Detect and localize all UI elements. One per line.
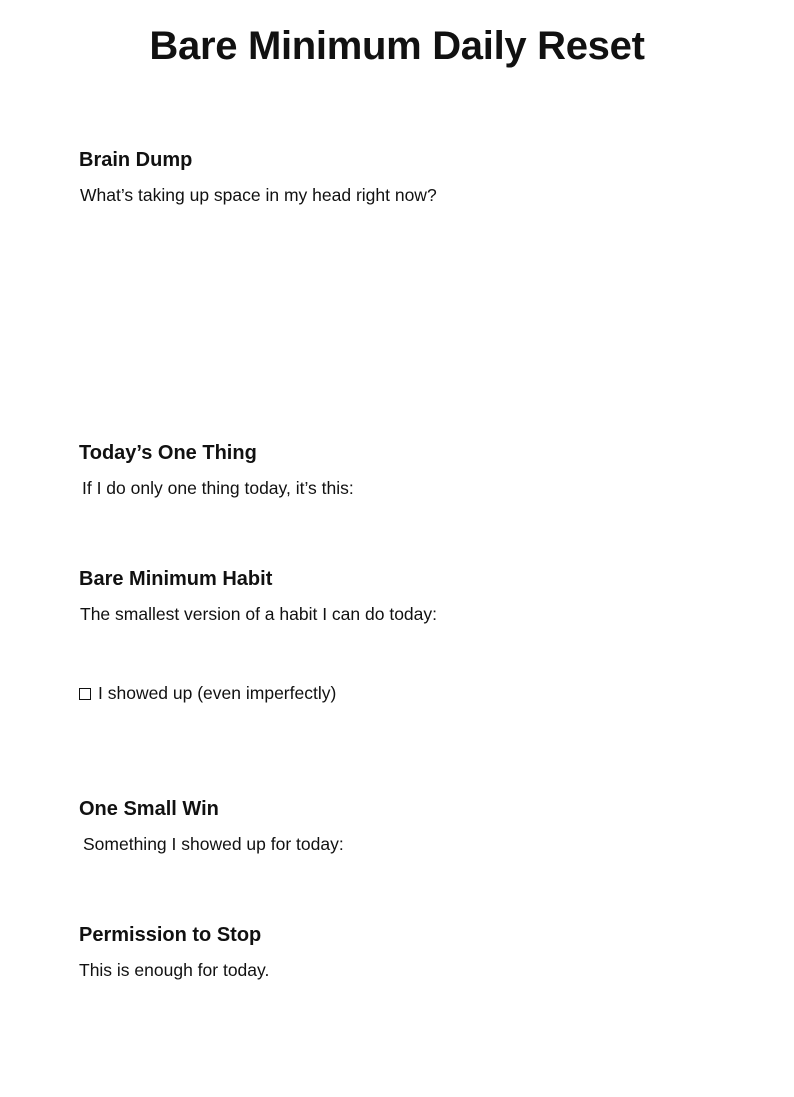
- section-brain-dump: [79, 148, 719, 206]
- showed-up-checkbox-row[interactable]: [79, 682, 336, 704]
- section-prompt: Something I showed up for today:: [83, 834, 344, 854]
- section-heading: Brain Dump: [79, 149, 193, 171]
- section-prompt: This is enough for today.: [79, 960, 270, 980]
- section-permission-to-stop: [79, 923, 719, 981]
- section-heading: Bare Minimum Habit: [79, 568, 273, 590]
- section-one-small-win: [79, 797, 719, 855]
- section-prompt: If I do only one thing today, it’s this:: [82, 478, 354, 498]
- checkbox-icon[interactable]: [79, 688, 91, 700]
- section-prompt: What’s taking up space in my head right now?: [80, 185, 437, 205]
- section-heading: Today’s One Thing: [79, 442, 257, 464]
- section-heading: One Small Win: [79, 798, 219, 820]
- section-todays-one-thing: [79, 441, 719, 499]
- page-title: Bare Minimum Daily Reset: [149, 24, 645, 68]
- section-bare-minimum-habit: [79, 567, 719, 625]
- checkbox-label: I showed up (even imperfectly): [98, 683, 337, 703]
- section-prompt: The smallest version of a habit I can do today:: [80, 604, 437, 624]
- section-heading: Permission to Stop: [79, 924, 262, 946]
